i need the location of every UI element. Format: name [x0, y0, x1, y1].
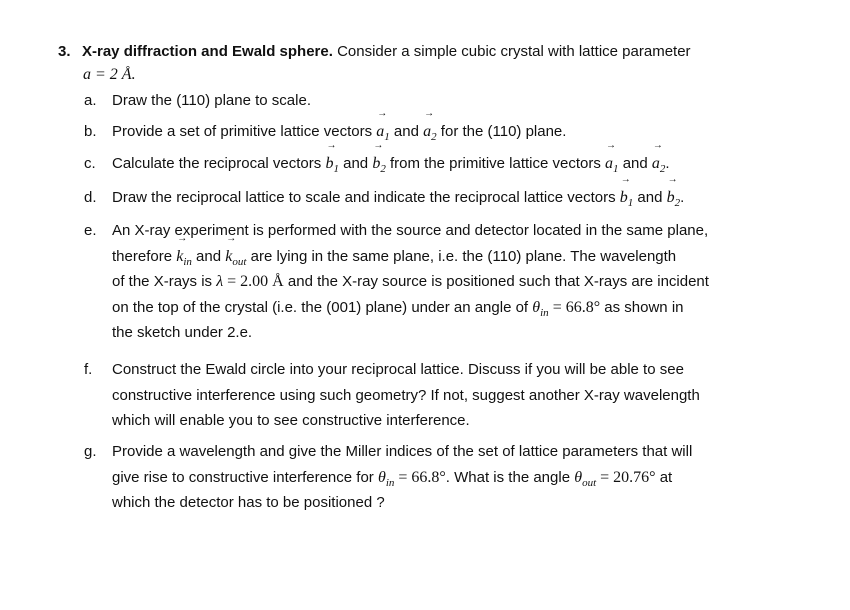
item-d — [84, 185, 784, 211]
item-letter: g. — [84, 443, 97, 460]
angle-value: = 20.76° — [596, 468, 656, 486]
item-e — [84, 218, 784, 346]
lattice-equation: a = 2 Å. — [83, 66, 136, 83]
vector-a2: → $a_2$ — [423, 119, 437, 145]
item-letter: a. — [84, 92, 97, 109]
lattice-parameter — [83, 64, 136, 86]
item-c — [84, 151, 784, 177]
item-text: Calculate the reciprocal vectors — [112, 155, 326, 172]
item-text: and the X-ray source is positioned such that X-rays are incident — [283, 273, 709, 290]
item-text: . What is the angle — [445, 468, 575, 486]
item-letter: c. — [84, 155, 96, 172]
lambda-symbol: λ — [216, 273, 224, 290]
item-line: An X-ray experiment is performed with the source and detector located in the same plane, — [112, 222, 709, 239]
question-number: 3. — [58, 43, 71, 60]
item-line: which will enable you to see constructive interference. — [112, 412, 470, 429]
item-text: at — [655, 468, 673, 486]
item-text: therefore — [112, 247, 177, 265]
question-title: X-ray diffraction and Ewald sphere. — [82, 43, 333, 60]
angle-value: = 66.8° — [394, 468, 446, 486]
item-letter: f. — [84, 361, 93, 378]
vector-b2: → $b_2$ — [372, 151, 386, 177]
item-text: are lying in the same plane, i.e. the (110) plane. The wavelength — [246, 247, 677, 265]
item-text: . — [665, 155, 670, 172]
vector-a1: → $a_1$ — [605, 151, 619, 177]
item-line: which the detector has to be positioned ? — [112, 494, 385, 511]
item-line: Construct the Ewald circle into your reciprocal lattice. Discuss if you will be able to see — [112, 361, 684, 378]
item-line: constructive interference using such geometry? If not, suggest another X-ray wavelength — [112, 386, 700, 404]
item-g — [84, 439, 784, 516]
item-letter: e. — [84, 222, 97, 239]
vector-b2: → $b_2$ — [667, 185, 681, 211]
item-text: give rise to constructive interference for — [112, 468, 378, 486]
item-text: and — [338, 155, 373, 172]
question-header — [58, 38, 798, 65]
item-b — [84, 119, 784, 145]
angle-value: = 66.8° — [548, 298, 601, 316]
theta-in: $\theta_{in}$ — [532, 298, 549, 319]
vector-b1: → $b_1$ — [620, 185, 634, 211]
item-letter: d. — [84, 189, 97, 206]
item-text: and — [618, 155, 652, 172]
item-text: on the top of the crystal (i.e. the (001) plane) under an angle of — [112, 298, 533, 316]
item-text: of the X-rays is — [112, 273, 217, 290]
item-text: and — [633, 189, 667, 206]
vector-k-in: → $k_{in}$ — [176, 244, 192, 270]
item-text: . — [680, 189, 685, 206]
item-line: Provide a wavelength and give the Miller indices of the set of lattice parameters that will — [112, 443, 693, 460]
vector-a2: → $a_2$ — [652, 151, 666, 177]
vector-a1: → $a_1$ — [376, 119, 390, 145]
item-text: Provide a set of primitive lattice vectors — [112, 123, 377, 140]
item-text: and — [389, 123, 424, 140]
item-text: for the (110) plane. — [436, 123, 567, 140]
item-text: as shown in — [600, 298, 684, 316]
item-text: Draw the (110) plane to scale. — [112, 92, 311, 109]
theta-in: $\theta_{in}$ — [377, 468, 395, 489]
item-text: and — [191, 247, 226, 265]
theta-out: $\theta_{out}$ — [574, 468, 597, 489]
vector-b1: → $b_1$ — [325, 151, 339, 177]
vector-k-out: → $k_{out}$ — [225, 244, 246, 270]
item-text: Draw the reciprocal lattice to scale and indicate the reciprocal lattice vectors — [112, 189, 620, 206]
wavelength-value: = 2.00 Å — [223, 273, 284, 290]
item-line: the sketch under 2.e. — [112, 324, 253, 341]
item-text: from the primitive lattice vectors — [385, 155, 606, 172]
question-intro: Consider a simple cubic crystal with lattice parameter — [332, 43, 691, 60]
item-f — [84, 357, 784, 434]
item-letter: b. — [84, 123, 97, 140]
